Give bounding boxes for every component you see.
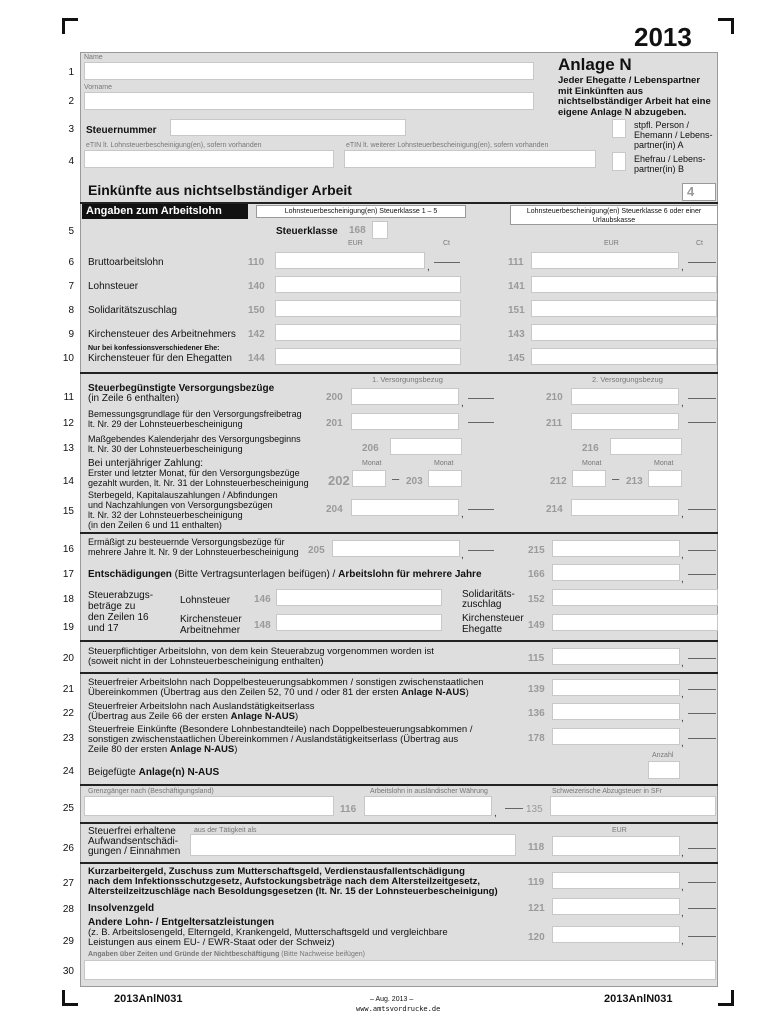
line-number: 21 — [62, 684, 74, 695]
row26-label-c: gungen / Einnahmen — [88, 846, 181, 857]
person-a-label: stpfl. Person / Ehemann / Lebens-partner(in) A — [634, 120, 713, 150]
row24-label — [88, 767, 219, 778]
row28-label: Insolvenzgeld — [88, 903, 155, 914]
comma: , — [461, 509, 464, 520]
code-148: 148 — [254, 620, 271, 631]
bruttoarbeitslohn-input[interactable] — [275, 252, 425, 269]
soli-stk6-input[interactable] — [531, 300, 717, 317]
code-141: 141 — [508, 281, 525, 292]
row11-label: Steuerbegünstigte Versorgungsbezüge — [88, 383, 275, 394]
line-number: 29 — [62, 936, 74, 947]
comma: , — [461, 550, 464, 561]
ermaessigt2-input[interactable] — [552, 540, 680, 557]
code-210: 210 — [546, 392, 563, 403]
line-number: 25 — [62, 803, 74, 814]
line-number: 11 — [63, 392, 74, 403]
abzug-lohnsteuer-input[interactable] — [276, 589, 442, 606]
dash-sep: – — [392, 471, 400, 486]
line-number: 5 — [68, 226, 74, 237]
row14-sub1: Erster und letzter Monat, für den Versorgungsbezüge — [88, 468, 300, 478]
row16-label: Ermäßigt zu besteuernde Versorgungsbezüge für — [88, 537, 285, 547]
code-111: 111 — [508, 257, 524, 268]
code-204: 204 — [326, 504, 343, 515]
monat-label-3: Monat — [582, 460, 602, 467]
kurzarbeitergeld-input[interactable] — [552, 872, 680, 889]
row22-bold: Anlage N-AUS — [230, 711, 295, 722]
comma: , — [681, 509, 684, 520]
code-142: 142 — [248, 329, 265, 340]
comma: , — [681, 738, 684, 749]
code-146: 146 — [254, 594, 271, 605]
etin1-input[interactable] — [84, 150, 334, 168]
row29-label-a: Andere Lohn- / Entgeltersatzleistungen — [88, 917, 275, 928]
corner-mark-tl — [62, 18, 78, 34]
row23-sub2: Zeile 80 der ersten Anlage N-AUS) — [88, 744, 238, 755]
anzahl-label: Anzahl — [652, 752, 674, 759]
row13-label: Maßgebendes Kalenderjahr des Versorgungsbeginns — [88, 434, 301, 444]
kist-eg-stk6-input[interactable] — [531, 348, 717, 365]
corner-mark-br — [718, 990, 734, 1006]
corner-mark-tr — [718, 18, 734, 34]
row14-sub2: gezahlt wurden, lt. Nr. 31 der Lohnsteuerbescheinigung — [88, 478, 309, 488]
code-215: 215 — [528, 545, 545, 556]
code-200: 200 — [326, 392, 343, 403]
row27-label-b: nach dem Infektionsschutzgesetz, Aufstockungsbeträge nach dem Altersteilzeitgesetz, — [88, 876, 481, 887]
footer-url: www.amtsvordrucke.de — [356, 1005, 441, 1013]
code-151: 151 — [508, 305, 525, 316]
row26-label-a: Steuerfrei erhaltene — [88, 826, 176, 837]
ct-line — [688, 658, 716, 659]
row24-text: Beigefügte — [88, 767, 139, 778]
row18-label-a: Steuerabzugs- — [88, 590, 154, 601]
ct-line — [688, 882, 716, 883]
sterbegeld2-input[interactable] — [571, 499, 679, 516]
insolvenzgeld-input[interactable] — [552, 898, 680, 915]
code-135: 135 — [526, 804, 543, 815]
code-136: 136 — [528, 708, 545, 719]
ct-line — [688, 574, 716, 575]
comma: , — [681, 658, 684, 669]
row27-label-a: Kurzarbeitergeld, Zuschuss zum Mutterschaftsgeld, Verdienstausfallentschädigung — [88, 866, 465, 877]
kist-an-input[interactable] — [275, 324, 461, 341]
row12-sub: lt. Nr. 29 der Lohnsteuerbescheinigung — [88, 419, 243, 429]
row15-label: Sterbegeld, Kapitalauszahlungen / Abfindungen — [88, 490, 278, 500]
bruttoarbeitslohn-stk6-input[interactable] — [531, 252, 679, 269]
row18-label-d: und 17 — [88, 623, 119, 634]
comma: , — [681, 262, 684, 273]
code-110: 110 — [248, 257, 265, 268]
ersatzleistung-input[interactable] — [552, 926, 680, 943]
line-number: 3 — [68, 124, 74, 135]
row17-c: Arbeitslohn für mehrere Jahre — [338, 569, 482, 580]
row15-sub1: und Nachzahlungen von Versorgungsbezügen — [88, 500, 273, 510]
ct-line — [468, 422, 494, 423]
code-115: 115 — [528, 653, 545, 664]
row29-label-b: (z. B. Arbeitslosengeld, Elterngeld, Krankengeld, Mutterschaftsgeld und vergleichbare — [88, 927, 448, 938]
ct-label-1: Ct — [443, 240, 450, 247]
person-b-label: Ehefrau / Lebens-partner(in) B — [634, 154, 706, 174]
person-b-checkbox[interactable] — [612, 152, 626, 171]
jahr2-input[interactable] — [610, 438, 682, 455]
line-number: 10 — [62, 353, 74, 364]
ct-line — [505, 808, 523, 809]
eur-label-2: EUR — [604, 240, 619, 247]
dash-sep: – — [612, 471, 620, 486]
bemessung1-input[interactable] — [351, 413, 459, 430]
row15-sub2: lt. Nr. 32 der Lohnsteuerbescheinigung — [88, 510, 243, 520]
code-205: 205 — [308, 545, 325, 556]
besondere-input[interactable] — [552, 728, 680, 745]
steuernummer-input[interactable] — [170, 119, 406, 136]
steuerklasse-label: Steuerklasse — [276, 226, 338, 237]
monat-bis-1[interactable] — [428, 470, 462, 487]
line-number: 12 — [62, 418, 74, 429]
row22-text: (Übertrag aus Zeile 66 der ersten — [88, 711, 231, 722]
row7-label: Lohnsteuer — [88, 281, 139, 292]
code-178: 178 — [528, 733, 545, 744]
taetigkeit-input[interactable] — [190, 834, 516, 856]
column-header-2: Lohnsteuerbescheinigung(en) Steuerklasse 6 oder einer Urlaubskasse — [510, 205, 718, 225]
divider — [80, 372, 718, 374]
code-143: 143 — [508, 329, 525, 340]
line-number: 6 — [68, 257, 74, 268]
line-number: 23 — [62, 733, 74, 744]
line-number: 14 — [62, 476, 74, 487]
footer-date: – Aug. 2013 – — [370, 996, 414, 1003]
code-201: 201 — [326, 418, 343, 429]
row20-label: Steuerpflichtiger Arbeitslohn, von dem kein Steuerabzug vorgenommen worden ist — [88, 646, 434, 657]
row21-label: Steuerfreier Arbeitslohn nach Doppelbesteuerungsabkommen / sonstigen zwischenstaatlichen — [88, 677, 484, 688]
person-a-checkbox[interactable] — [612, 119, 626, 138]
line-number: 20 — [62, 653, 74, 664]
code-152: 152 — [528, 594, 545, 605]
grenzgaenger-land-input[interactable] — [84, 796, 334, 816]
ct-line — [688, 689, 716, 690]
column-header-1: Lohnsteuerbescheinigung(en) Steuerklasse 1 – 5 — [256, 205, 466, 218]
comma: , — [494, 808, 497, 819]
ct-line — [688, 936, 716, 937]
row22-label: Steuerfreier Arbeitslohn nach Auslandstätigkeitserlass — [88, 701, 315, 712]
vorname-input[interactable] — [84, 92, 534, 110]
kist-an-stk6-input[interactable] — [531, 324, 717, 341]
name-input[interactable] — [84, 62, 534, 80]
row23-label: Steuerfreie Einkünfte (Besondere Lohnbestandteile) nach Doppelbesteuerungsabkommen / — [88, 724, 473, 735]
code-139: 139 — [528, 684, 545, 695]
divider — [80, 532, 718, 534]
row15-sub3: (in den Zeilen 6 und 11 enthalten) — [88, 520, 222, 530]
row18-soli2: zuschlag — [462, 599, 502, 610]
page-number: 4 — [687, 184, 695, 199]
row17-b: (Bitte Vertragsunterlagen beifügen) / — [171, 569, 339, 580]
ct-line — [688, 738, 716, 739]
vorname-label: Vorname — [84, 84, 113, 91]
row27-label-c: Altersteilzeitzuschläge nach Besoldungsgesetzen (lt. Nr. 15 der Lohnsteuerbescheinigung) — [88, 886, 498, 897]
ct-line — [688, 398, 716, 399]
form-intro: Jeder Ehegatte / Lebenspartner mit Einkünften aus nichtselbständiger Arbeit hat eine eigene Anlage N abzugeben. — [558, 75, 711, 118]
row23-sub1: sonstigen zwischenstaatlichen Übereinkommen / Auslandstätigkeitserlass (Übertrag aus — [88, 734, 459, 745]
line-number: 18 — [62, 594, 74, 605]
row19-kist2: Arbeitnehmer — [180, 625, 241, 636]
row10-label: Kirchensteuer für den Ehegatten — [88, 353, 232, 364]
eur-label-1: EUR — [348, 240, 363, 247]
comma: , — [681, 882, 684, 893]
row16-sub: mehrere Jahre lt. Nr. 9 der Lohnsteuerbescheinigung — [88, 547, 299, 557]
lohnsteuer-stk6-input[interactable] — [531, 276, 717, 293]
ct-line — [434, 262, 460, 263]
comma: , — [681, 936, 684, 947]
ct-line — [688, 262, 716, 263]
row25-label-c: Schweizerische Abzugsteuer in SFr — [552, 788, 663, 795]
row22-sub: (Übertrag aus Zeile 66 der ersten Anlage N-AUS) — [88, 711, 299, 722]
monat-label-2: Monat — [434, 460, 454, 467]
comma: , — [461, 398, 464, 409]
ermaessigt1-input[interactable] — [332, 540, 460, 557]
row23-bold: Anlage N-AUS — [169, 744, 235, 755]
eur-label-3: EUR — [612, 827, 627, 834]
bemessung2-input[interactable] — [571, 413, 679, 430]
subsection-title: Angaben zum Arbeitslohn — [82, 204, 248, 219]
code-121: 121 — [528, 903, 545, 914]
line-number: 1 — [68, 67, 74, 78]
vb1-header: 1. Versorgungsbezug — [372, 375, 443, 384]
page-number-box — [682, 183, 716, 201]
row26-taetigkeit-label: aus der Tätigkeit als — [194, 827, 257, 834]
row30-note: (Bitte Nachweise beifügen) — [281, 951, 365, 958]
line-number: 30 — [62, 966, 74, 977]
line-number: 15 — [62, 506, 74, 517]
line-number: 2 — [68, 96, 74, 107]
dba-input[interactable] — [552, 679, 680, 696]
code-213: 213 — [626, 476, 643, 487]
line-number: 17 — [62, 569, 74, 580]
aufwand-input[interactable] — [552, 836, 680, 856]
row25-label-a: Grenzgänger nach (Beschäftigungsland) — [88, 788, 214, 795]
comma: , — [681, 550, 684, 561]
corner-mark-bl — [62, 990, 78, 1006]
ct-label-2: Ct — [696, 240, 703, 247]
entschaedigung-input[interactable] — [552, 564, 680, 581]
line-number: 22 — [62, 708, 74, 719]
row20-sub: (soweit nicht in der Lohnsteuerbescheinigung enthalten) — [88, 656, 324, 667]
line-number: 16 — [62, 544, 74, 555]
line-number: 28 — [62, 904, 74, 915]
row18-label-c: den Zeilen 16 — [88, 612, 149, 623]
vb1-input[interactable] — [351, 388, 459, 405]
monat-von-2[interactable] — [572, 470, 606, 487]
comma: , — [681, 713, 684, 724]
code-144: 144 — [248, 353, 265, 364]
comma: , — [681, 848, 684, 859]
auslaend-waehrung-input[interactable] — [364, 796, 492, 816]
line-number: 24 — [62, 766, 74, 777]
row17-label — [88, 569, 482, 580]
row8-label: Solidaritätszuschlag — [88, 305, 177, 316]
row25-label-b: Arbeitslohn in ausländischer Währung — [370, 788, 488, 795]
row19-kist: Kirchensteuer — [180, 614, 242, 625]
abzug-kist-eg-input[interactable] — [552, 614, 718, 631]
code-120: 120 — [528, 932, 545, 943]
code-203: 203 — [406, 476, 423, 487]
row18-soli: Solidaritäts- — [462, 589, 515, 600]
line-number: 7 — [68, 281, 74, 292]
row13-sub: lt. Nr. 30 der Lohnsteuerbescheinigung — [88, 444, 243, 454]
etin2-input[interactable] — [344, 150, 596, 168]
name-label: Name — [84, 54, 103, 61]
sterbegeld1-input[interactable] — [351, 499, 459, 516]
line-number: 4 — [68, 156, 74, 167]
comma: , — [681, 574, 684, 585]
section-title: Einkünfte aus nichtselbständiger Arbeit — [88, 182, 352, 198]
steuerklasse-input[interactable] — [372, 221, 388, 239]
comma: , — [681, 689, 684, 700]
code-149: 149 — [528, 620, 545, 631]
divider — [80, 784, 718, 786]
row19-kiste: Kirchensteuer — [462, 613, 524, 624]
code-214: 214 — [546, 504, 563, 515]
row10-note: Nur bei konfessionsverschiedener Ehe: — [88, 345, 220, 352]
monat-label-4: Monat — [654, 460, 674, 467]
row19-kiste2: Ehegatte — [462, 624, 503, 635]
line-number: 9 — [68, 329, 74, 340]
row6-label: Bruttoarbeitslohn — [88, 257, 164, 268]
ct-line — [688, 848, 716, 849]
lohnsteuer-input[interactable] — [275, 276, 461, 293]
line-number: 19 — [62, 622, 74, 633]
row11-sub: (in Zeile 6 enthalten) — [88, 393, 180, 404]
code-166: 166 — [528, 569, 545, 580]
row18-lst: Lohnsteuer — [180, 595, 231, 606]
nichtbeschaeftigung-input[interactable] — [84, 960, 716, 980]
etin1-label: eTIN lt. Lohnsteuerbescheinigung(en), sofern vorhanden — [86, 142, 262, 149]
kist-eg-input[interactable] — [275, 348, 461, 365]
code-216: 216 — [582, 443, 599, 454]
row18-label-b: beträge zu — [88, 601, 136, 612]
row21-bold: Anlage N-AUS — [401, 687, 466, 698]
atе-input[interactable] — [552, 703, 680, 720]
code-145: 145 — [508, 353, 525, 364]
code-206: 206 — [362, 443, 379, 454]
divider — [80, 862, 718, 864]
line-number: 26 — [62, 843, 74, 854]
code-202: 202 — [328, 473, 350, 488]
steuernummer-label: Steuernummer — [86, 125, 157, 136]
comma: , — [681, 398, 684, 409]
jahr1-input[interactable] — [390, 438, 462, 455]
row12-label: Bemessungsgrundlage für den Versorgungsfreibetrag — [88, 409, 302, 419]
footer-right-code: 2013AnlN031 — [604, 993, 673, 1005]
row23-text: Zeile 80 der ersten — [88, 744, 170, 755]
code-118: 118 — [528, 842, 545, 853]
code-211: 211 — [546, 418, 563, 429]
row30-label — [88, 951, 365, 959]
vb2-header: 2. Versorgungsbezug — [592, 375, 663, 384]
ct-line — [688, 713, 716, 714]
row14-label: Bei unterjähriger Zahlung: — [88, 458, 204, 469]
comma: , — [427, 262, 430, 273]
divider — [80, 672, 718, 674]
row21-sub: Übereinkommen (Übertrag aus den Zeilen 52, 70 und / oder 81 der ersten Anlage N-AUS) — [88, 687, 469, 698]
monat-bis-2[interactable] — [648, 470, 682, 487]
row29-label-c: Leistungen aus einem EU- / EWR-Staat oder der Schweiz) — [88, 937, 335, 948]
code-212: 212 — [550, 476, 567, 487]
row24-bold: Anlage(n) N-AUS — [138, 767, 220, 778]
code-140: 140 — [248, 281, 265, 292]
ct-line — [688, 908, 716, 909]
ct-line — [688, 509, 716, 510]
divider — [80, 640, 718, 642]
form-title: Anlage N — [558, 55, 632, 74]
monat-von-1[interactable] — [352, 470, 386, 487]
form-year: 2013 — [634, 22, 692, 52]
footer-left-code: 2013AnlN031 — [114, 993, 183, 1005]
vb2-input[interactable] — [571, 388, 679, 405]
ct-line — [688, 550, 716, 551]
monat-label-1: Monat — [362, 460, 382, 467]
code-168: 168 — [349, 225, 366, 236]
divider — [80, 822, 718, 824]
ct-line — [468, 509, 494, 510]
abzug-kist-an-input[interactable] — [276, 614, 442, 631]
line-number: 8 — [68, 305, 74, 316]
line-number: 27 — [62, 878, 74, 889]
abzug-soli-input[interactable] — [552, 589, 718, 606]
row17-a: Entschädigungen — [88, 569, 172, 580]
etin2-label: eTIN lt. weiterer Lohnsteuerbescheinigung(en), sofern vorhanden — [346, 142, 549, 149]
code-119: 119 — [528, 877, 545, 888]
stpfl-arbeitslohn-input[interactable] — [552, 648, 680, 665]
line-number: 13 — [62, 443, 74, 454]
code-116: 116 — [340, 804, 357, 815]
row21-text: Übereinkommen (Übertrag aus den Zeilen 52, 70 und / oder 81 der ersten — [88, 687, 402, 698]
comma: , — [681, 908, 684, 919]
soli-input[interactable] — [275, 300, 461, 317]
ct-line — [688, 422, 716, 423]
row9-label: Kirchensteuer des Arbeitnehmers — [88, 329, 236, 340]
row30-bold: Angaben über Zeiten und Gründe der Nichtbeschäftigung — [88, 951, 280, 958]
anzahl-input[interactable] — [648, 761, 680, 779]
schweiz-abzug-input[interactable] — [550, 796, 716, 816]
code-150: 150 — [248, 305, 265, 316]
ct-line — [468, 398, 494, 399]
row26-label-b: Aufwandsentschädi- — [88, 836, 179, 847]
ct-line — [468, 550, 494, 551]
